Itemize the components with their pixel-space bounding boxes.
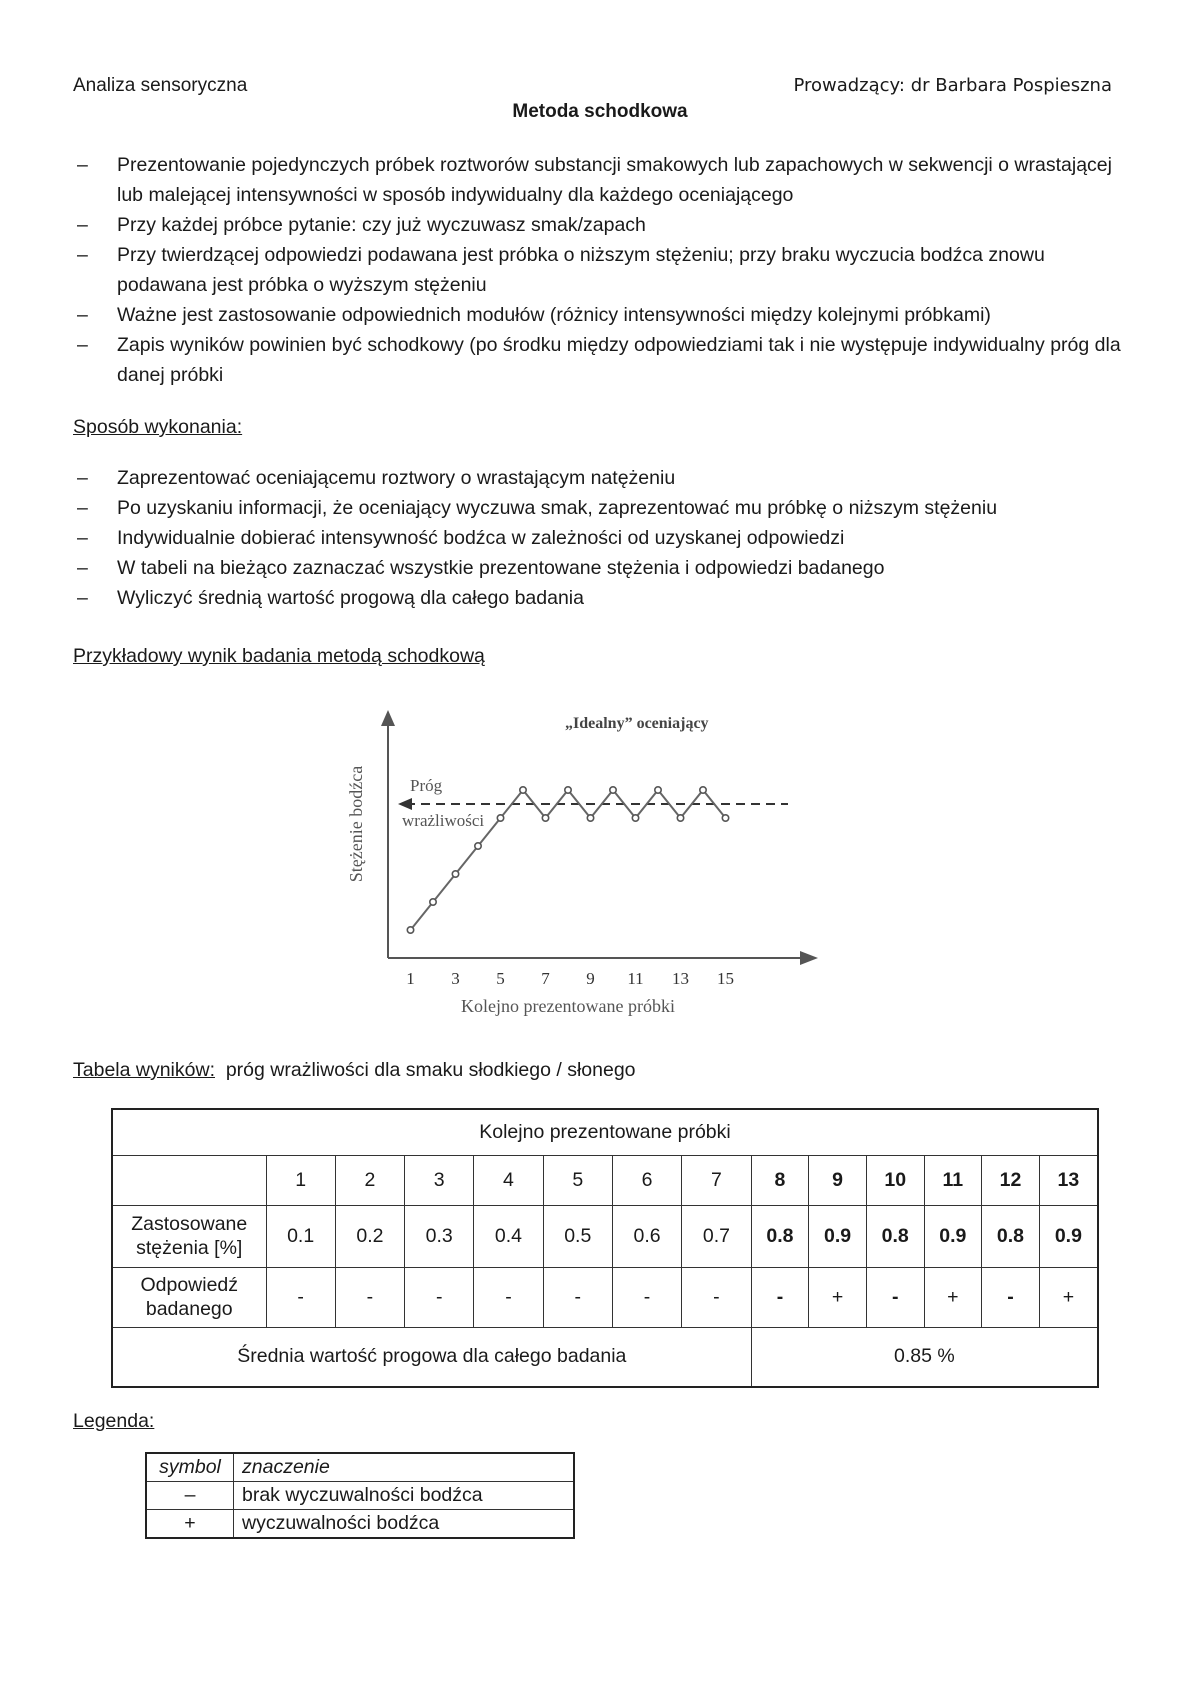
response-value: - xyxy=(751,1267,809,1327)
x-tick-label: 9 xyxy=(586,969,595,988)
procedure-list xyxy=(73,463,1133,613)
list-item: – Przy twierdzącej odpowiedzi podawana jest próbka o niższym stężeniu; przy braku wyczucia bodźca znowu podawana jest próbka o wyższym stężeniu xyxy=(77,244,1045,296)
list-item: – Wyliczyć średnią wartość progową dla całego badania xyxy=(77,587,584,609)
x-axis-arrow xyxy=(800,951,818,965)
data-point xyxy=(565,787,571,793)
legend-title: Legenda: xyxy=(73,1410,155,1432)
list-item: – Indywidualnie dobierać intensywność bodźca w zależności od uzyskanej odpowiedzi xyxy=(77,527,845,549)
list-item: – Zaprezentować oceniającemu roztwory o wrastającym natężeniu xyxy=(77,467,676,489)
response-value: - xyxy=(682,1267,751,1327)
concentration-value: 0.6 xyxy=(612,1205,681,1267)
table-row xyxy=(112,1267,1098,1327)
legend-table xyxy=(145,1452,575,1539)
sample-number: 2 xyxy=(335,1155,404,1205)
legend-col-meaning: znaczenie xyxy=(234,1453,575,1482)
response-value: - xyxy=(266,1267,335,1327)
table-header: Kolejno prezentowane próbki xyxy=(112,1109,1098,1155)
data-point xyxy=(700,787,706,793)
sample-number: 13 xyxy=(1039,1155,1098,1205)
x-tick-label: 11 xyxy=(627,969,644,988)
legend-symbol: – xyxy=(146,1482,234,1510)
response-value: - xyxy=(474,1267,543,1327)
concentration-value: 0.3 xyxy=(405,1205,474,1267)
sample-number: 3 xyxy=(405,1155,474,1205)
concentration-value: 0.8 xyxy=(751,1205,809,1267)
results-table xyxy=(111,1108,1099,1388)
x-tick-label: 3 xyxy=(451,969,460,988)
data-point xyxy=(722,815,728,821)
concentration-value: 0.9 xyxy=(924,1205,982,1267)
concentration-value: 0.5 xyxy=(543,1205,612,1267)
sample-number: 11 xyxy=(924,1155,982,1205)
data-point xyxy=(542,815,548,821)
list-item: – W tabeli na bieżąco zaznaczać wszystkie prezentowane stężenia i odpowiedzi badanego xyxy=(77,557,885,579)
x-tick-label: 5 xyxy=(496,969,505,988)
concentration-value: 0.8 xyxy=(866,1205,924,1267)
y-axis-label: Stężenie bodźca xyxy=(346,765,366,883)
list-item: – Po uzyskaniu informacji, że oceniający wyczuwa smak, zaprezentować mu próbkę o niższym stężeniu xyxy=(77,497,998,519)
row-label-response: Odpowiedź badanego xyxy=(112,1267,266,1327)
x-tick-label: 15 xyxy=(717,969,734,988)
lecturer: Prowadzący: dr Barbara Pospieszna xyxy=(793,75,1112,96)
threshold-label: Próg xyxy=(410,776,443,795)
staircase-chart xyxy=(340,700,860,1030)
list-item: – Prezentowanie pojedynczych próbek roztworów substancji smakowych lub zapachowych w sekwencji o wrastającej lub malejącej intensywności w sposób indywidualny dla każdego oceniającego xyxy=(77,154,1112,206)
x-tick-label: 13 xyxy=(672,969,689,988)
sample-number: 4 xyxy=(474,1155,543,1205)
data-point xyxy=(610,787,616,793)
concentration-value: 0.9 xyxy=(809,1205,867,1267)
data-point xyxy=(655,787,661,793)
response-value: - xyxy=(612,1267,681,1327)
data-point xyxy=(430,899,436,905)
table-row xyxy=(112,1155,1098,1205)
sample-number: 8 xyxy=(751,1155,809,1205)
description-list xyxy=(73,150,1133,390)
page-title: Metoda schodkowa xyxy=(512,101,688,122)
concentration-value: 0.1 xyxy=(266,1205,335,1267)
concentration-value: 0.8 xyxy=(982,1205,1040,1267)
data-point xyxy=(497,815,503,821)
sample-number: 7 xyxy=(682,1155,751,1205)
response-value: - xyxy=(982,1267,1040,1327)
concentration-value: 0.7 xyxy=(682,1205,751,1267)
response-value: - xyxy=(543,1267,612,1327)
table-title: Tabela wyników: próg wrażliwości dla smaku słodkiego / słonego xyxy=(73,1059,636,1081)
y-axis-arrow xyxy=(381,710,395,726)
data-point xyxy=(475,843,481,849)
response-value: + xyxy=(924,1267,982,1327)
response-value: - xyxy=(405,1267,474,1327)
response-value: + xyxy=(1039,1267,1098,1327)
list-item: – Ważne jest zastosowanie odpowiednich modułów (różnicy intensywności między kolejnymi próbkami) xyxy=(77,304,991,326)
response-value: - xyxy=(335,1267,404,1327)
x-tick-label: 1 xyxy=(406,969,415,988)
list-item: – Przy każdej próbce pytanie: czy już wyczuwasz smak/zapach xyxy=(77,214,646,236)
sample-number: 1 xyxy=(266,1155,335,1205)
concentration-value: 0.4 xyxy=(474,1205,543,1267)
concentration-value: 0.2 xyxy=(335,1205,404,1267)
response-value: - xyxy=(866,1267,924,1327)
legend-symbol: + xyxy=(146,1510,234,1539)
threshold-label: wrażliwości xyxy=(402,811,485,830)
annotation: „Idealny” oceniający xyxy=(565,715,709,732)
data-point xyxy=(677,815,683,821)
average-label: Średnia wartość progowa dla całego badania xyxy=(112,1327,751,1387)
sample-number: 6 xyxy=(612,1155,681,1205)
list-item: – Zapis wyników powinien być schodkowy (po środku między odpowiedziami tak i nie występuje indywidualny próg dla danej próbki xyxy=(77,334,1121,386)
x-tick-label: 7 xyxy=(541,969,550,988)
sample-number: 10 xyxy=(866,1155,924,1205)
x-axis-label: Kolejno prezentowane próbki xyxy=(461,996,675,1016)
table-row xyxy=(112,1205,1098,1267)
sample-number: 12 xyxy=(982,1155,1040,1205)
data-point xyxy=(587,815,593,821)
legend-meaning: brak wyczuwalności bodźca xyxy=(234,1482,575,1510)
section-heading-procedure: Sposób wykonania: xyxy=(73,416,243,438)
data-point xyxy=(520,787,526,793)
sample-number: 5 xyxy=(543,1155,612,1205)
course-name: Analiza sensoryczna xyxy=(73,75,248,96)
sample-number: 9 xyxy=(809,1155,867,1205)
average-value: 0.85 % xyxy=(751,1327,1098,1387)
section-heading-example: Przykładowy wynik badania metodą schodkową xyxy=(73,645,485,667)
response-value: + xyxy=(809,1267,867,1327)
concentration-value: 0.9 xyxy=(1039,1205,1098,1267)
row-label-concentration: Zastosowane stężenia [%] xyxy=(112,1205,266,1267)
data-point xyxy=(452,871,458,877)
threshold-arrow xyxy=(398,798,412,810)
data-point xyxy=(632,815,638,821)
table-row xyxy=(112,1327,1098,1387)
legend-col-symbol: symbol xyxy=(146,1453,234,1482)
data-point xyxy=(407,927,413,933)
legend-meaning: wyczuwalności bodźca xyxy=(234,1510,575,1539)
